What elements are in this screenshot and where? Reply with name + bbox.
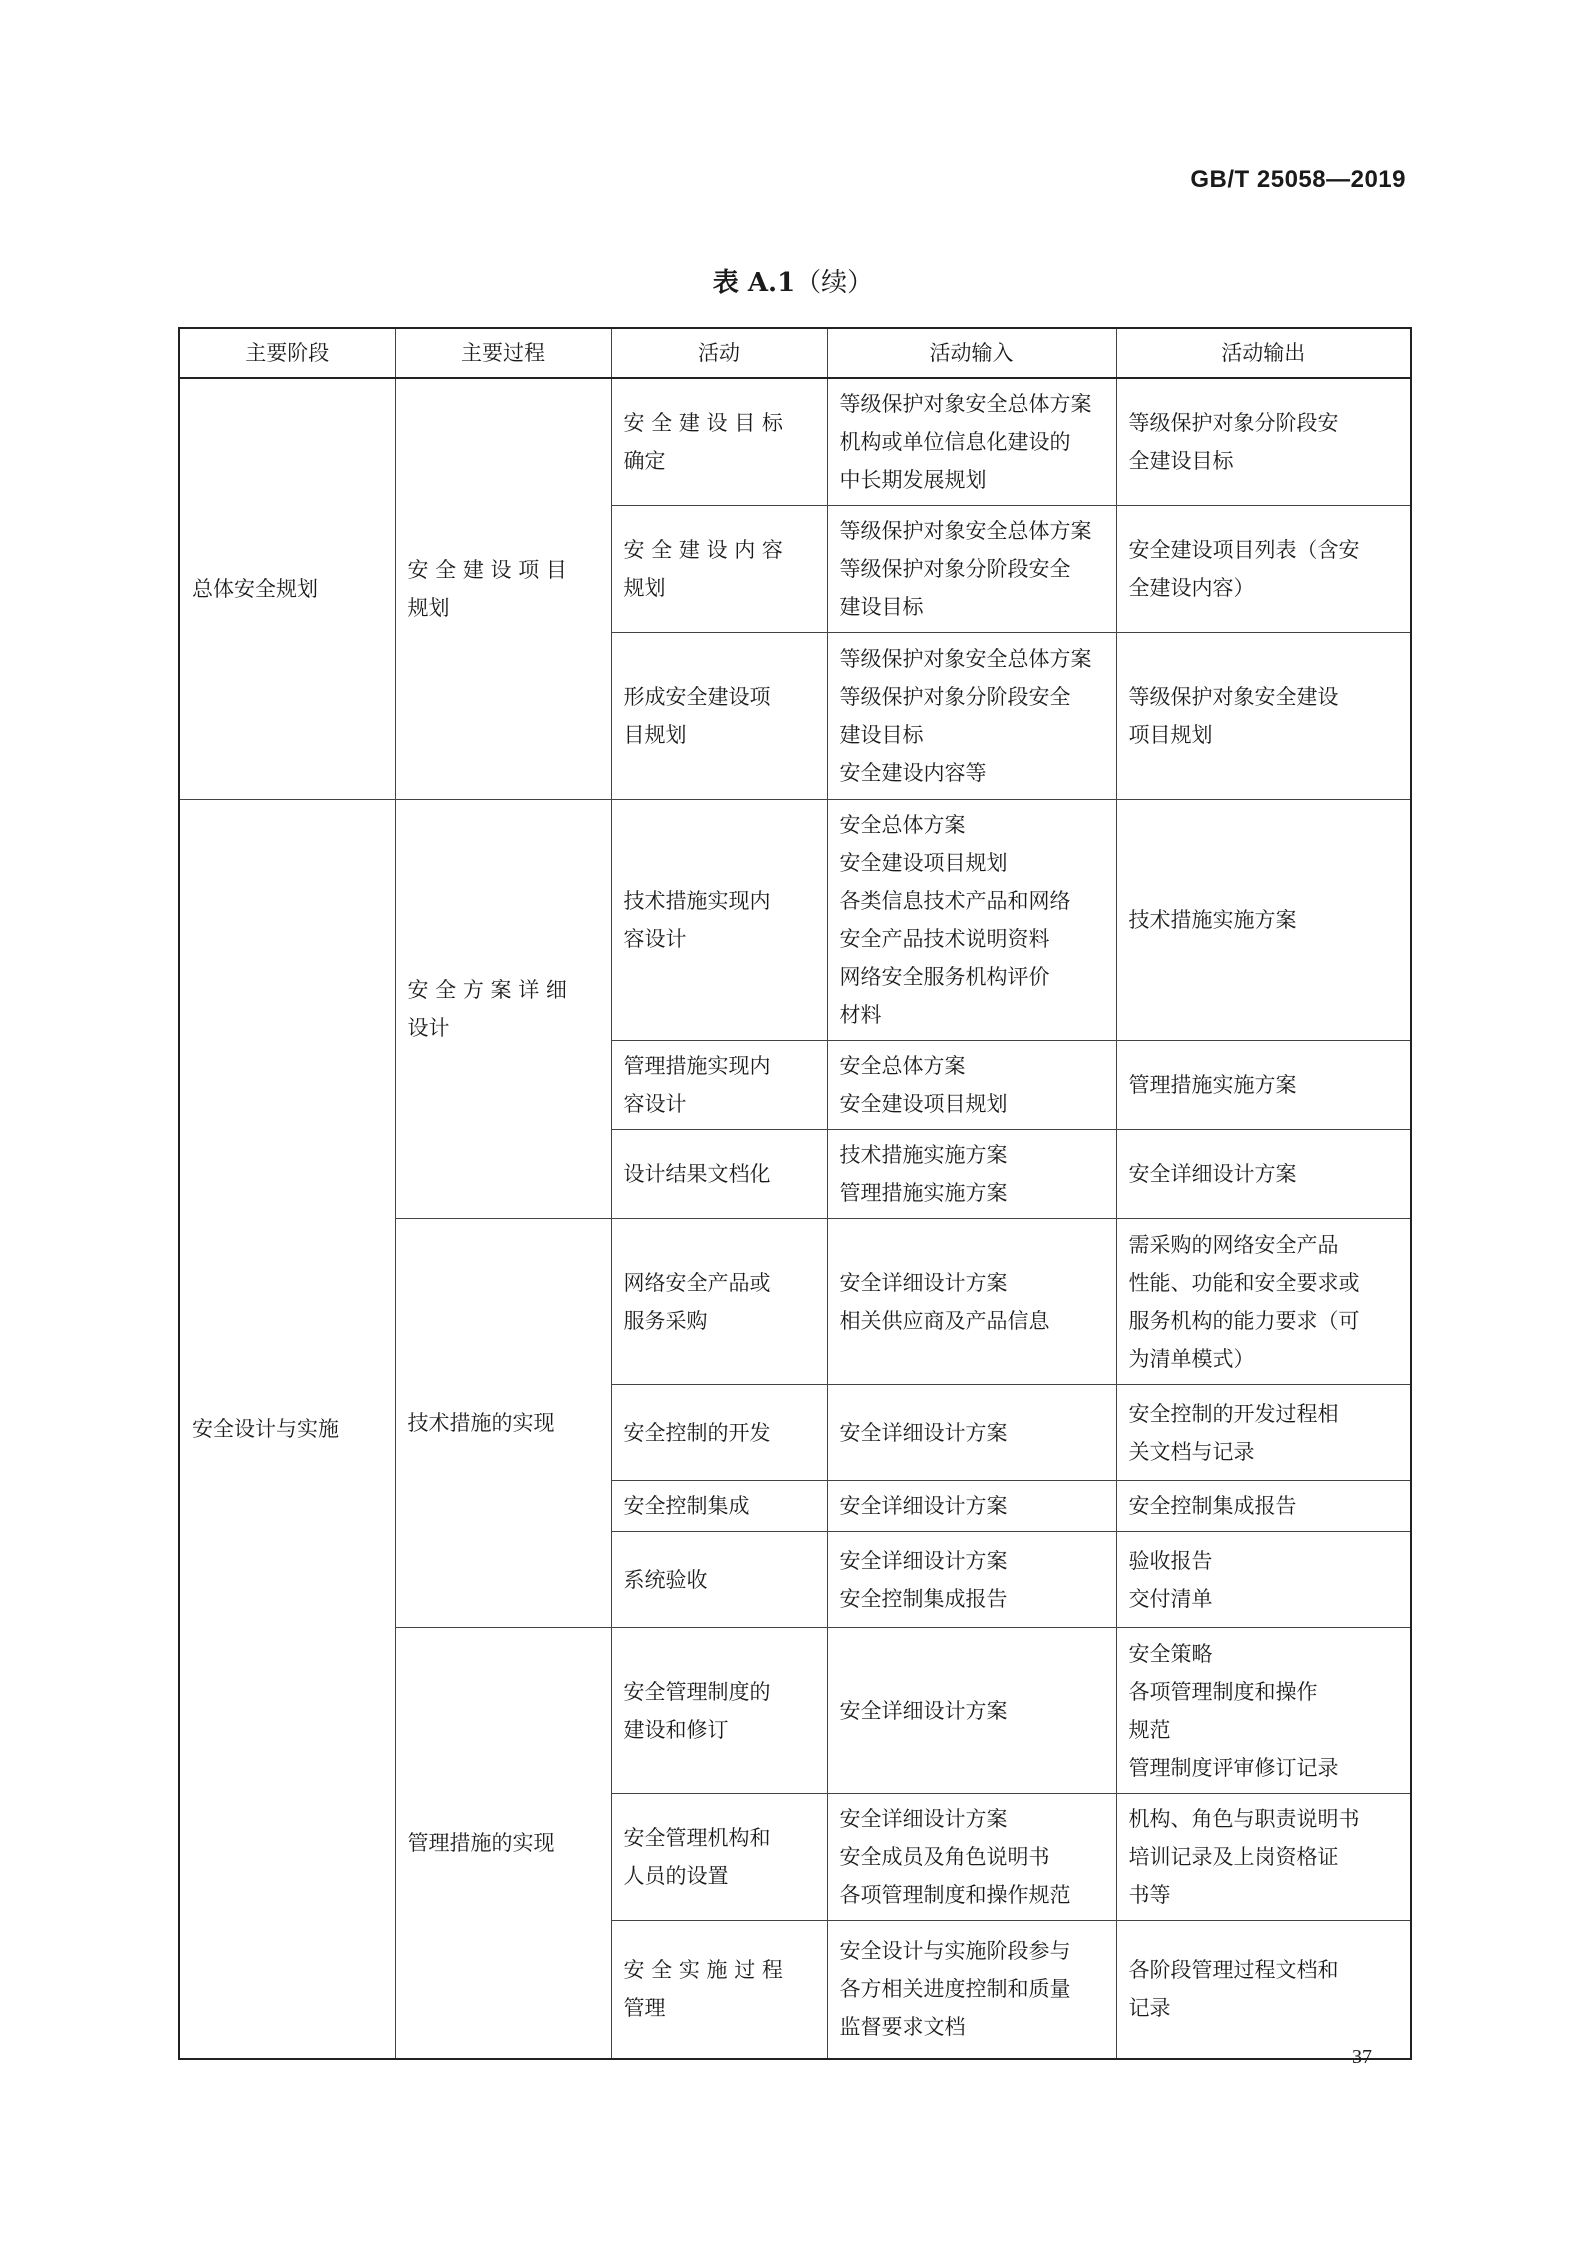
output-cell: 机构、角色与职责说明书 培训记录及上岗资格证 书等 [1116,1794,1411,1921]
activity-cell: 安全控制集成 [611,1481,827,1532]
process-cell: 技术措施的实现 [395,1219,611,1628]
column-header-process: 主要过程 [395,328,611,378]
column-header-activity: 活动 [611,328,827,378]
table-title-suffix: （续） [795,268,874,298]
activity-cell: 网络安全产品或 服务采购 [611,1219,827,1385]
table-row [179,378,1411,506]
activity-table [178,327,1412,2060]
header-row [179,328,1411,378]
input-cell: 安全详细设计方案 安全成员及角色说明书 各项管理制度和操作规范 [827,1794,1116,1921]
process-cell: 管理措施的实现 [395,1628,611,2059]
output-cell: 技术措施实施方案 [1116,800,1411,1041]
column-header-output: 活动输出 [1116,328,1411,378]
column-header-input: 活动输入 [827,328,1116,378]
output-cell: 等级保护对象分阶段安 全建设目标 [1116,378,1411,506]
input-cell: 安全总体方案 安全建设项目规划 [827,1041,1116,1130]
page-number: 37 [1352,2046,1372,2068]
activity-cell: 安全控制的开发 [611,1385,827,1481]
activity-cell: 系统验收 [611,1532,827,1628]
input-cell: 安全详细设计方案 [827,1385,1116,1481]
table-title-label: 表 A.1 [712,268,796,298]
activity-cell: 安 全 建 设 内 容 规划 [611,506,827,633]
table-body [179,378,1411,2059]
stage-cell: 总体安全规划 [179,378,395,800]
activity-cell: 安 全 建 设 目 标 确定 [611,378,827,506]
output-cell: 安全控制的开发过程相 关文档与记录 [1116,1385,1411,1481]
activity-cell: 安全管理制度的 建设和修订 [611,1628,827,1794]
input-cell: 等级保护对象安全总体方案 机构或单位信息化建设的 中长期发展规划 [827,378,1116,506]
input-cell: 技术措施实施方案 管理措施实施方案 [827,1130,1116,1219]
output-cell: 验收报告 交付清单 [1116,1532,1411,1628]
process-cell: 安 全 建 设 项 目 规划 [395,378,611,800]
process-cell: 安 全 方 案 详 细 设计 [395,800,611,1219]
stage-cell: 安全设计与实施 [179,800,395,2059]
activity-cell: 安全管理机构和 人员的设置 [611,1794,827,1921]
activity-cell: 安 全 实 施 过 程 管理 [611,1921,827,2059]
output-cell: 管理措施实施方案 [1116,1041,1411,1130]
activity-cell: 设计结果文档化 [611,1130,827,1219]
activity-cell: 形成安全建设项 目规划 [611,633,827,800]
output-cell: 安全建设项目列表（含安 全建设内容） [1116,506,1411,633]
table-row [179,800,1411,1041]
column-header-stage: 主要阶段 [179,328,395,378]
output-cell: 安全策略 各项管理制度和操作 规范 管理制度评审修订记录 [1116,1628,1411,1794]
output-cell: 安全详细设计方案 [1116,1130,1411,1219]
activity-cell: 管理措施实现内 容设计 [611,1041,827,1130]
input-cell: 安全详细设计方案 [827,1628,1116,1794]
table-title [0,262,1586,299]
output-cell: 安全控制集成报告 [1116,1481,1411,1532]
output-cell: 需采购的网络安全产品 性能、功能和安全要求或 服务机构的能力要求（可 为清单模式） [1116,1219,1411,1385]
input-cell: 等级保护对象安全总体方案 等级保护对象分阶段安全 建设目标 [827,506,1116,633]
input-cell: 安全详细设计方案 安全控制集成报告 [827,1532,1116,1628]
table-header [179,328,1411,378]
input-cell: 安全总体方案 安全建设项目规划 各类信息技术产品和网络 安全产品技术说明资料 网络安全服务机构评价 材料 [827,800,1116,1041]
standard-code: GB/T 25058—2019 [1190,166,1406,193]
activity-cell: 技术措施实现内 容设计 [611,800,827,1041]
output-cell: 等级保护对象安全建设 项目规划 [1116,633,1411,800]
input-cell: 安全设计与实施阶段参与 各方相关进度控制和质量 监督要求文档 [827,1921,1116,2059]
input-cell: 安全详细设计方案 相关供应商及产品信息 [827,1219,1116,1385]
input-cell: 安全详细设计方案 [827,1481,1116,1532]
input-cell: 等级保护对象安全总体方案 等级保护对象分阶段安全 建设目标 安全建设内容等 [827,633,1116,800]
output-cell: 各阶段管理过程文档和 记录 [1116,1921,1411,2059]
